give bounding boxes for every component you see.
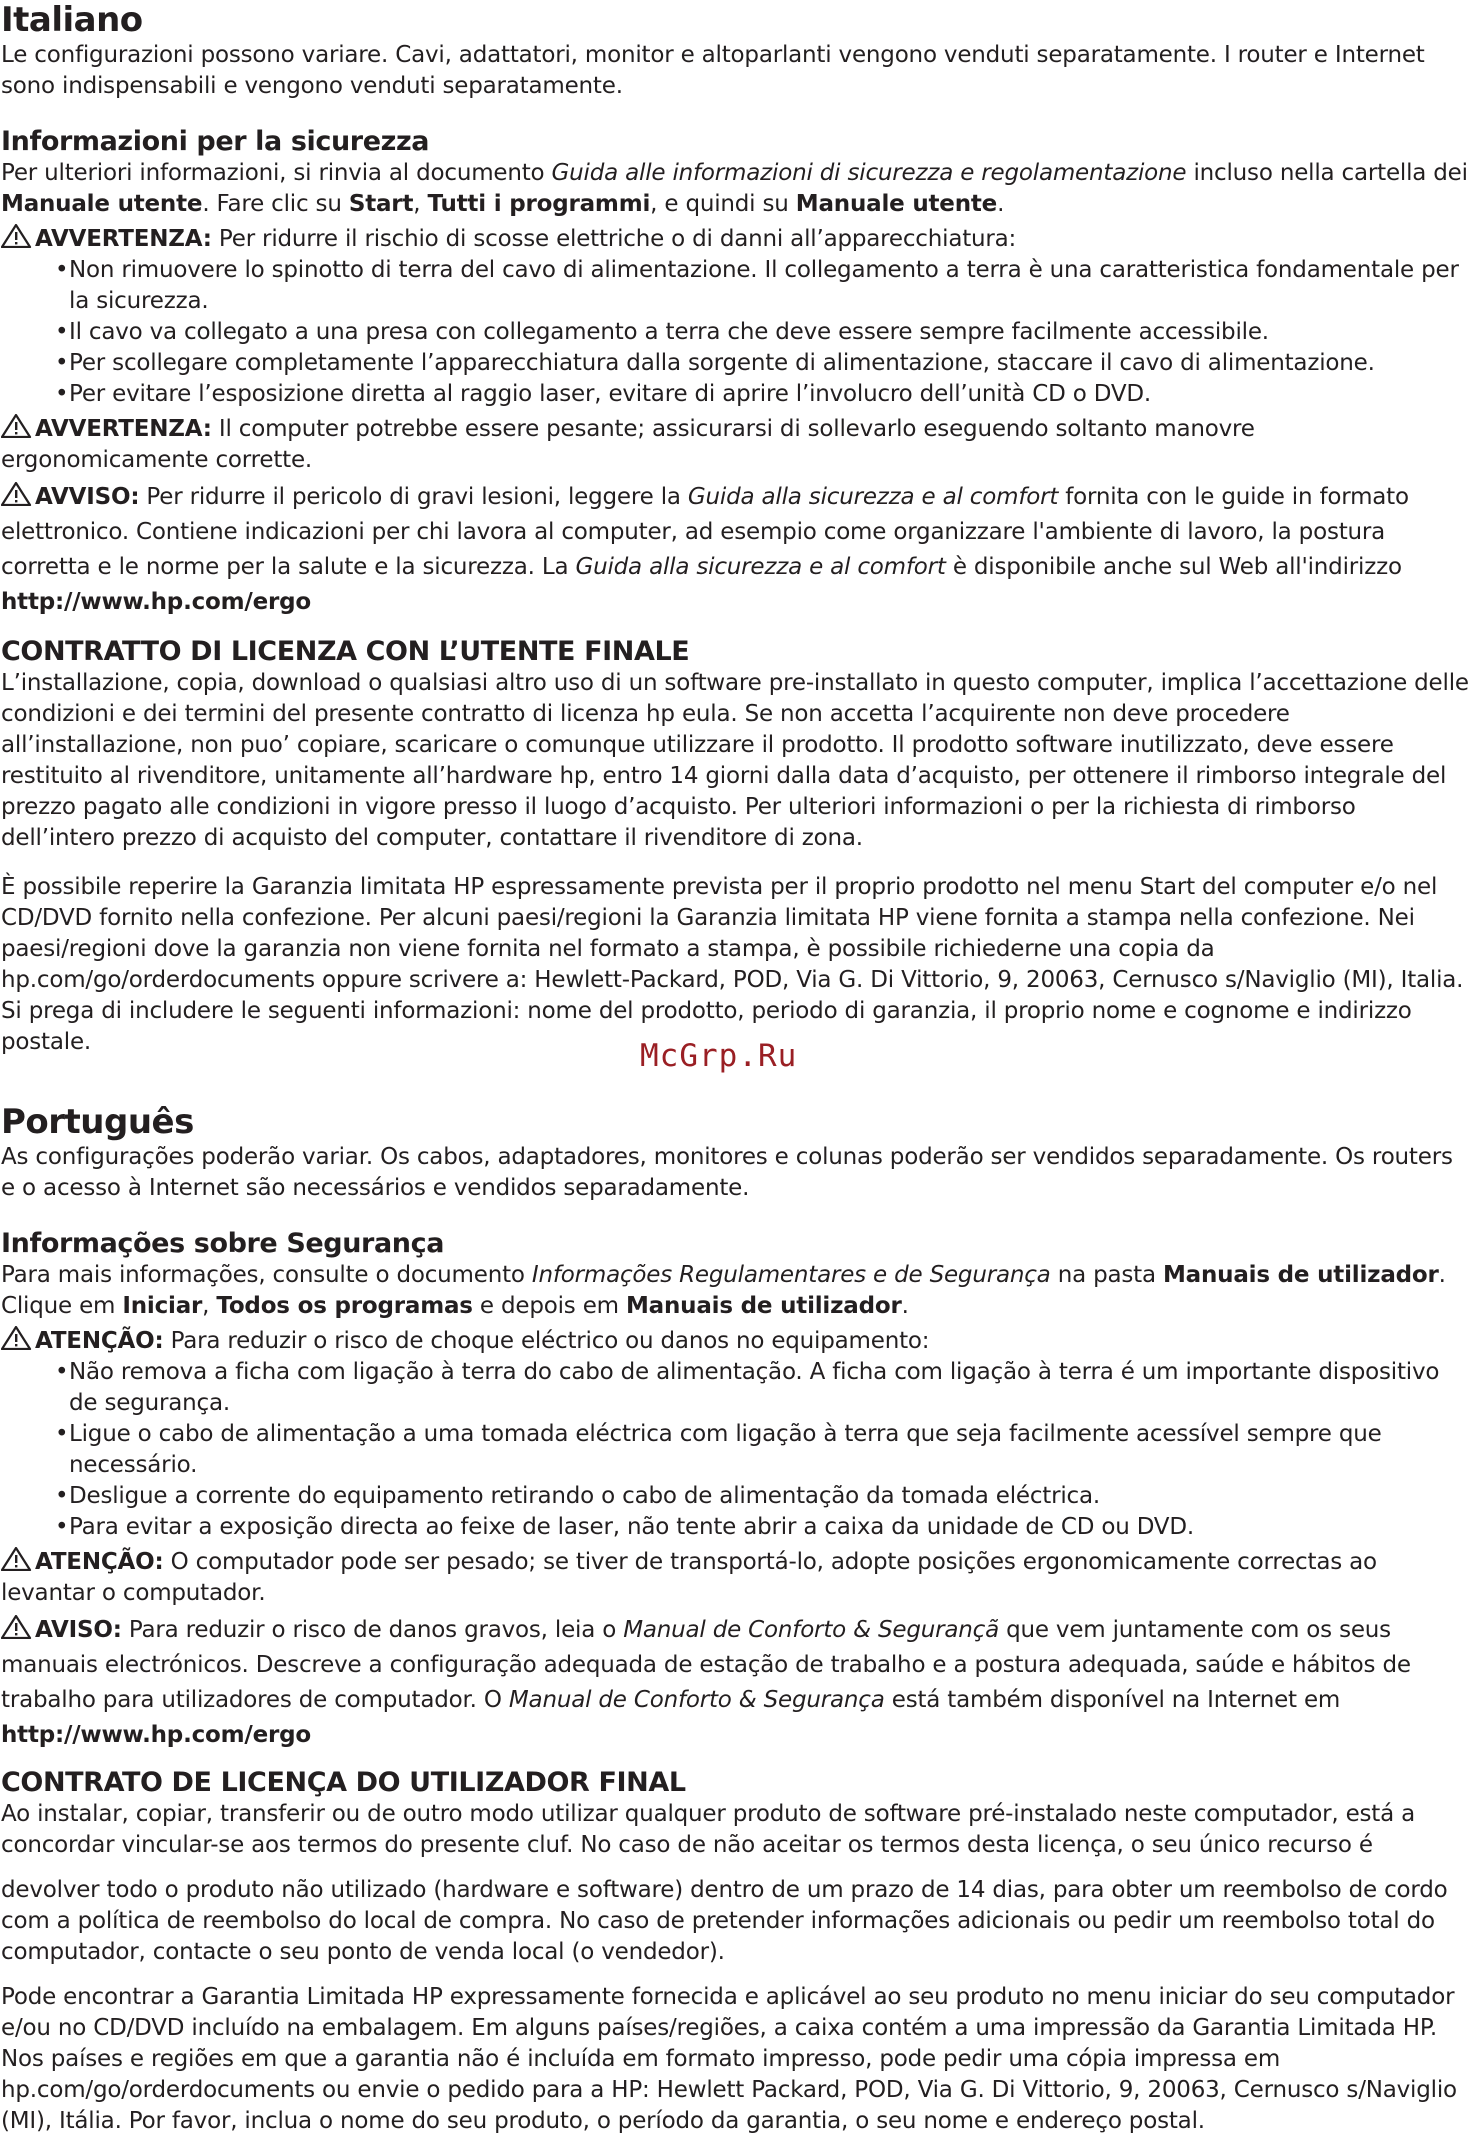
ergo-link[interactable]: http://www.hp.com/ergo <box>1 589 312 615</box>
list-item: • Per evitare l’esposizione diretta al raggio laser, evitare di aprire l’involucro dell’unità CD o DVD. <box>1 379 1469 410</box>
italiano-eula-title: CONTRATTO DI LICENZA CON L’UTENTE FINALE <box>1 636 690 667</box>
list-item: • Desligue a corrente do equipamento retirando o cabo de alimentação da tomada eléctrica. <box>1 1481 1469 1512</box>
warning-triangle-icon <box>1 482 35 506</box>
italiano-warning-bullets <box>1 255 1469 410</box>
warning-triangle-icon <box>1 1615 35 1639</box>
portugues-safety-p1: Para mais informações, consulte o documento Informações Regulamentares e de Segurança na pasta Manuais de utilizador. Clique em Iniciar, Todos os programas e depois em Manuais de utilizador. <box>1 1262 1446 1319</box>
italiano-safety-p1: Per ulteriori informazioni, si rinvia al documento Guida alle informazioni di sicurezza e regolamentazione incluso nella cartella dei Manuale utente. Fare clic su Start, Tutti i programmi, e quindi su Manuale utente. <box>1 160 1468 217</box>
portugues-eula-p2: Pode encontrar a Garantia Limitada HP expressamente fornecida e aplicável ao seu produto no menu iniciar do seu computador e/ou no CD/DVD incluído na embalagem. Em alguns países/regiões, a caixa contém a uma impressão da Garantia Limitada HP. Nos países e regiões em que a garantia não é incluída em formato impresso, pode pedir uma cópia impressa em hp.com/go/orderdocuments ou envie o pedido para a HP: Hewlett Packard, POD, Via G. Di Vittorio, 9, 20063, Cernusco s/Naviglio (MI), Itália. Por favor, inclua o nome do seu produto, o período da garantia, o seu nome e endereço postal. <box>1 1984 1457 2134</box>
warning-triangle-icon <box>1 1326 35 1350</box>
portugues-warning-bullets <box>1 1357 1469 1543</box>
portugues-safety-title: Informações sobre Segurança <box>1 1228 445 1259</box>
list-item: • Il cavo va collegato a una presa con collegamento a terra che deve essere sempre facilmente accessibile. <box>1 317 1469 348</box>
italiano-intro: Le configurazioni possono variare. Cavi, adattatori, monitor e altoparlanti vengono venduti separatamente. I router e Internet sono indispensabili e vengono venduti separatamente. <box>1 42 1425 99</box>
italiano-notice: AVVISO: Per ridurre il pericolo di gravi lesioni, leggere la Guida alla sicurezza e al comfort fornita con le guide in formato elettronico. Contiene indicazioni per chi lavora al computer, ad esempio come organizzare l'ambiente di lavoro, la postura corretta e le norme per la salute e la sicurezza. La Guida alla sicurezza e al comfort è disponibile anche sul Web all'indirizzo http://www.hp.com/ergo <box>1 484 1409 615</box>
list-item: • Non rimuovere lo spinotto di terra del cavo di alimentazione. Il collegamento a terra è una caratteristica fondamentale per la sicurezza. <box>1 255 1469 317</box>
list-item: • Para evitar a exposição directa ao feixe de laser, não tente abrir a caixa da unidade de CD ou DVD. <box>1 1512 1469 1543</box>
warning-triangle-icon <box>1 414 35 438</box>
warning-triangle-icon <box>1 1547 35 1571</box>
portugues-warning-2: ATENÇÃO: O computador pode ser pesado; se tiver de transportá-lo, adopte posições ergonomicamente correctas ao levantar o computador. <box>1 1549 1377 1606</box>
italiano-eula-p2: È possibile reperire la Garanzia limitata HP espressamente prevista per il proprio prodotto nel menu Start del computer e/o nel CD/DVD fornito nella confezione. Per alcuni paesi/regioni la Garanzia limitata HP viene fornita a stampa nella confezione. Nei paesi/regioni dove la garanzia non viene fornita nel formato a stampa, è possibile richiederne una copia da hp.com/go/orderdocuments oppure scrivere a: Hewlett-Packard, POD, Via G. Di Vittorio, 9, 20063, Cernusco s/Naviglio (MI), Italia. Si prega di includere le seguenti informazioni: nome del prodotto, periodo di garanzia, il proprio nome e cognome e indirizzo postale. <box>1 874 1464 1055</box>
portugues-warning-1: ATENÇÃO: Para reduzir o risco de choque eléctrico ou danos no equipamento: <box>1 1326 1469 1357</box>
watermark: McGrp.Ru <box>640 1038 798 1074</box>
ergo-link[interactable]: http://www.hp.com/ergo <box>1 1722 312 1748</box>
italiano-warning-2: AVVERTENZA: Il computer potrebbe essere pesante; assicurarsi di sollevarlo eseguendo soltanto manovre ergonomicamente corrette. <box>1 416 1255 473</box>
italiano-warning-1: AVVERTENZA: Per ridurre il rischio di scosse elettriche o di danni all’apparecchiatura: <box>1 224 1469 255</box>
list-item: • Não remova a ficha com ligação à terra do cabo de alimentação. A ficha com ligação à terra é um importante dispositivo de segurança. <box>1 1357 1469 1419</box>
portugues-eula-title: CONTRATO DE LICENÇA DO UTILIZADOR FINAL <box>1 1767 686 1798</box>
portugues-intro: As configurações poderão variar. Os cabos, adaptadores, monitores e colunas poderão ser vendidos separadamente. Os routers e o acesso à Internet são necessários e vendidos separadamente. <box>1 1144 1453 1201</box>
warning-triangle-icon <box>1 224 35 248</box>
italiano-title: Italiano <box>1 0 143 40</box>
portugues-eula-p1a: Ao instalar, copiar, transferir ou de outro modo utilizar qualquer produto de software pré-instalado neste computador, está a concordar vincular-se aos termos do presente cluf. No caso de não aceitar os termos desta licença, o seu único recurso é <box>1 1801 1416 1858</box>
list-item: • Ligue o cabo de alimentação a uma tomada eléctrica com ligação à terra que seja facilmente acessível sempre que necessário. <box>1 1419 1469 1481</box>
portugues-title: Português <box>1 1102 194 1142</box>
portugues-eula-p1b: devolver todo o produto não utilizado (hardware e software) dentro de um prazo de 14 dias, para obter um reembolso de cordo com a política de reembolso do local de compra. No caso de pretender informações adicionais ou pedir um reembolso total do computador, contacte o seu ponto de venda local (o vendedor). <box>1 1877 1448 1965</box>
portugues-notice: AVISO: Para reduzir o risco de danos gravos, leia o Manual de Conforto & Segurançã que vem juntamente com os seus manuais electrónicos. Descreve a configuração adequada de estação de trabalho e a postura adequada, saúde e hábitos de trabalho para utilizadores de computador. O Manual de Conforto & Segurança está também disponível na Internet em http://www.hp.com/ergo <box>1 1617 1411 1748</box>
italiano-eula-p1: L’installazione, copia, download o qualsiasi altro uso di un software pre-installato in questo computer, implica l’accettazione delle condizioni e dei termini del presente contratto di licenza hp eula. Se non accetta l’acquirente non deve procedere all’installazione, non puo’ copiare, scaricare o comunque utilizzare il prodotto. Il prodotto software inutilizzato, deve essere restituito al rivenditore, unitamente all’hardware hp, entro 14 giorni dalla data d’acquisto, per ottenere il rimborso integrale del prezzo pagato alle condizioni in vigore presso il luogo d’acquisto. Per ulteriori informazioni o per la richiesta di rimborso dell’intero prezzo di acquisto del computer, contattare il rivenditore di zona. <box>1 670 1469 851</box>
italiano-safety-title: Informazioni per la sicurezza <box>1 126 430 157</box>
list-item: • Per scollegare completamente l’apparecchiatura dalla sorgente di alimentazione, staccare il cavo di alimentazione. <box>1 348 1469 379</box>
